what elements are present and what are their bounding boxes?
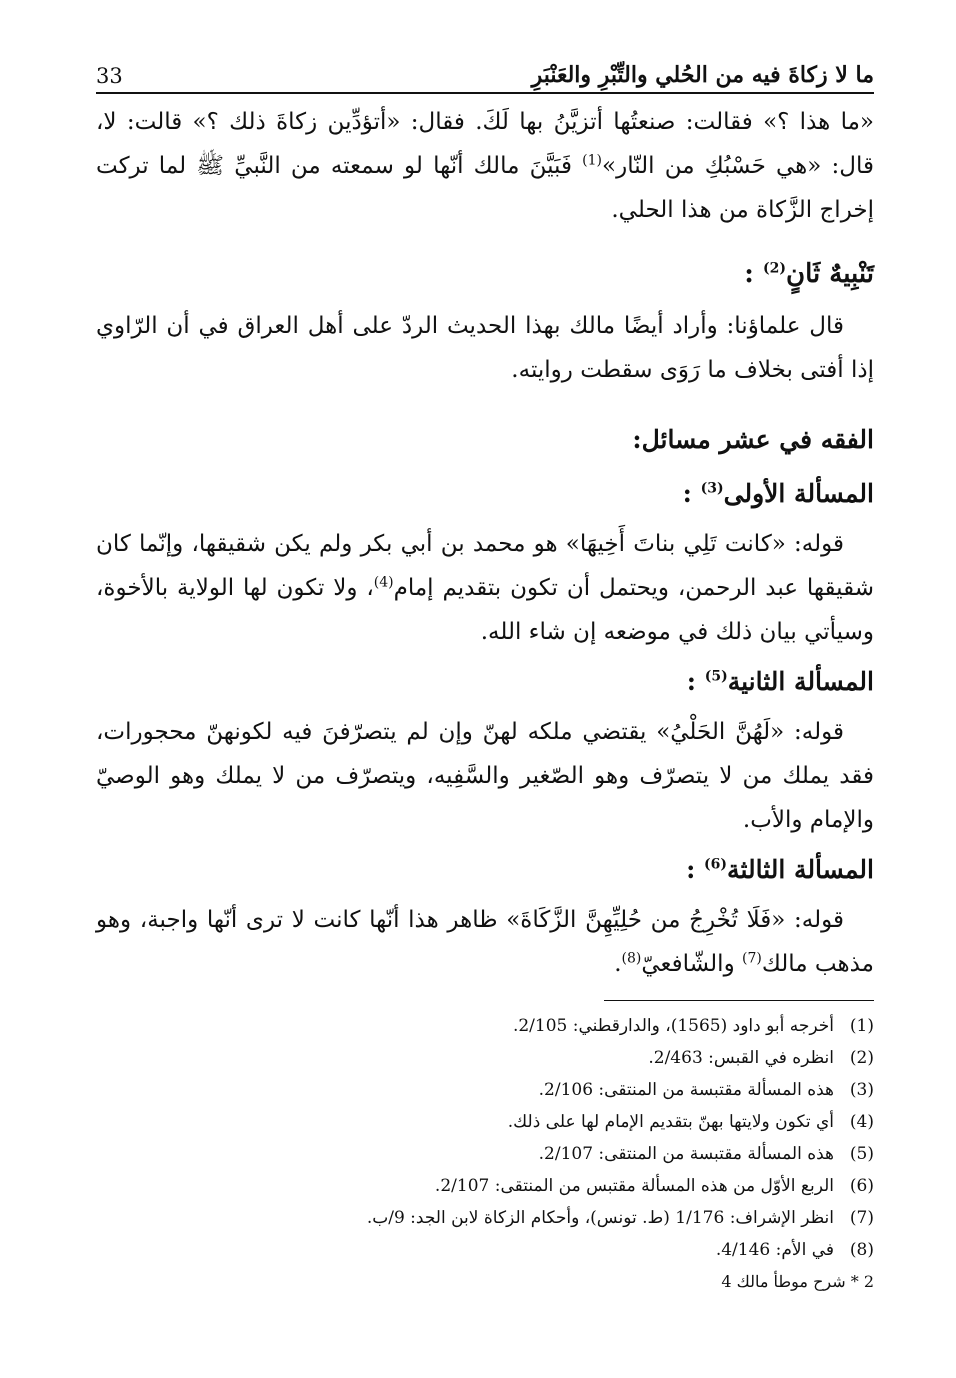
footnote-ref: (6) <box>704 856 728 873</box>
heading-colon: : <box>686 855 696 884</box>
footnote-text: الربع الأوّل من هذه المسألة مقتبس من المنتقى: 2/107. <box>434 1176 834 1196</box>
paragraph-hadith-end <box>96 100 874 232</box>
footnote <box>96 1138 874 1170</box>
heading-text: المسألة الأولى <box>723 479 874 508</box>
issue-heading-3 <box>96 848 874 892</box>
footnote <box>96 1170 874 1202</box>
paragraph-issue-1 <box>96 522 874 654</box>
running-title: ما لا زكاةَ فيه من الحُلي والتِّبْرِ والعَنْبَرِ <box>531 62 874 88</box>
footnote-ref: (8) <box>621 950 642 967</box>
heading-colon: : <box>682 479 692 508</box>
header-rule <box>96 92 874 94</box>
text-run: والشّافعيّ <box>641 951 742 977</box>
footnote-ref: (1) <box>582 152 603 169</box>
heading-text: تَنْبِيهٌ ثَانٍ <box>785 259 874 289</box>
footnote-text: هذه المسألة مقتبسة من المنتقى: 2/106. <box>538 1080 834 1100</box>
paragraph-tanbih: قال علماؤنا: وأراد أيضًا مالك بهذا الحديث الردّ على أهل العراق في أن الرّاوي إذا أفتى بخلاف ما رَوَى سقطت روايته. <box>96 313 874 383</box>
footnote-ref: (4) <box>373 574 394 591</box>
footnote-text: انظره في القبس: 2/463. <box>648 1048 834 1068</box>
footnote <box>96 1202 874 1234</box>
paragraph-issue-2: قوله: «لَهُنَّ الحَلْيُ» يقتضي ملكه لهنّ وإن لم يتصرّفنَ فيه لكونهنّ محجورات، فقد يملك من لا يتصرّف وهو الصّغير والسَّفِيه، ويتصرّف من لا يملك وهو الوصيّ والإمام والأب. <box>96 719 874 833</box>
footnote <box>96 1074 874 1106</box>
heading-text: المسألة الثالثة <box>727 855 874 884</box>
page-number: 33 <box>96 64 123 88</box>
footnote-text: أي تكون ولايتها بهنّ بتقديم الإمام لها على ذلك. <box>507 1112 834 1132</box>
footnote-number: (4) <box>849 1112 874 1132</box>
heading-text: المسألة الثانية <box>727 667 874 696</box>
section-heading-tanbih <box>96 252 874 296</box>
text-run: فَبَيَّنَ مالك أنّها لو سمعته من النَّبيِّ ﷺ لما تركت إخراج الزَّكاة من هذا الحلي. <box>96 153 874 223</box>
paragraph-issue-3 <box>96 898 874 986</box>
printer-signature: 2 * شرح موطأ مالك 4 <box>721 1272 874 1291</box>
main-text <box>96 100 874 986</box>
footnote-text: هذه المسألة مقتبسة من المنتقى: 2/107. <box>538 1144 834 1164</box>
footnote <box>96 1106 874 1138</box>
footnote-number: (1) <box>849 1016 874 1036</box>
footnote-text: في الأم: 4/146. <box>715 1240 834 1260</box>
footnote-ref: (7) <box>742 950 762 967</box>
footnote <box>96 1010 874 1042</box>
footnote-number: (7) <box>849 1208 874 1228</box>
footnote-rule <box>604 1000 874 1001</box>
footnote-ref: (5) <box>704 668 728 685</box>
footnote-ref: (3) <box>700 480 724 497</box>
text-run: . <box>614 951 622 977</box>
issue-heading-2 <box>96 660 874 704</box>
heading-colon: : <box>744 259 754 289</box>
text-run: قوله: «فَلَا تُخْرِجُ من حُلِيِّهِنَّ الزَّكَاةَ» ظاهر هذا أنّها كانت لا ترى أنّها واجبة، وهو مذهب مالك <box>96 907 874 977</box>
footnote <box>96 1042 874 1074</box>
heading-colon: : <box>686 667 696 696</box>
footnote-text: انظر الإشراف: 1/176 (ط. تونس)، وأحكام الزكاة لابن الجد: 9/ب. <box>366 1208 834 1228</box>
footnote-number: (3) <box>849 1080 874 1100</box>
text-run: قوله: «كانت تَلِي بناتَ أَخِيهَا» هو محمد بن أبي بكر ولم يكن شقيقها، وإنّما كان شقيقها عبد الرحمن، ويحتمل أن تكون بتقديم إمام <box>96 531 874 601</box>
footnote-text: أخرجه أبو داود (1565)، والدارقطني: 2/105. <box>512 1016 834 1036</box>
footnote <box>96 1234 874 1266</box>
section-heading-fiqh: الفقه في عشر مسائل: <box>632 425 874 454</box>
footnote-number: (5) <box>849 1144 874 1164</box>
issue-heading-1 <box>96 472 874 516</box>
footnote-number: (6) <box>849 1176 874 1196</box>
page-header <box>96 48 874 88</box>
footnote-number: (2) <box>849 1048 874 1068</box>
footnote-number: (8) <box>849 1240 874 1260</box>
text-run: «ما هذا ؟» فقالت: صنعتُها أتزيَّنُ بها لَكَ. فقال: «أتؤدِّين زكاةَ ذلك ؟» قالت: لا، قال: «هي حَسْبُكِ من النّار» <box>96 109 874 179</box>
footnote-ref: (2) <box>762 260 786 277</box>
footnotes <box>96 1010 874 1298</box>
text-run: ، ولا تكون لها الولاية بالأخوة، وسيأتي بيان ذلك في موضعه إن شاء الله. <box>96 575 874 645</box>
